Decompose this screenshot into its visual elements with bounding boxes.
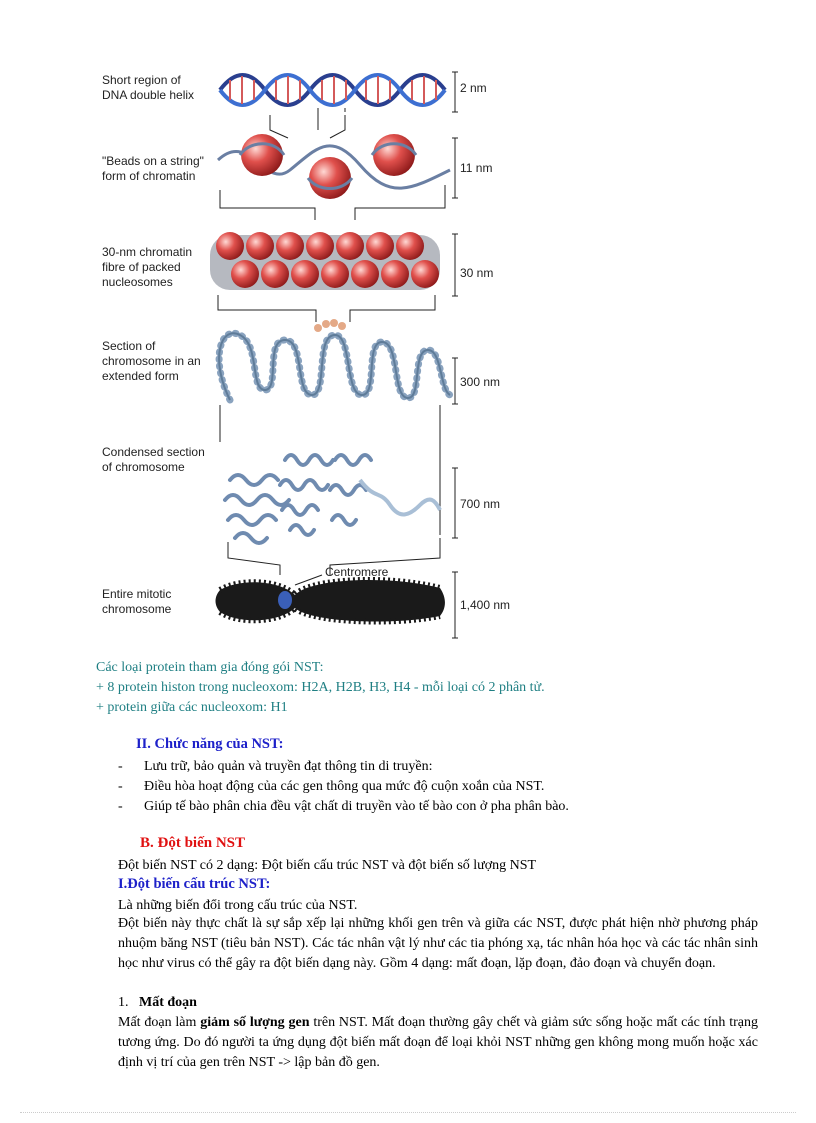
extended-chromosome-loops — [219, 319, 450, 400]
dim-11nm: 11 nm — [460, 161, 493, 175]
chromatin-diagram — [90, 60, 510, 645]
connector-3 — [218, 295, 435, 322]
structural-definition: Là những biến đổi trong cấu trúc của NST. — [118, 898, 358, 913]
deletion-paragraph — [118, 1013, 758, 1073]
chromatin-fibre-30nm — [210, 232, 440, 290]
dim-1400nm: 1,400 nm — [460, 598, 510, 612]
structural-paragraph: Đột biến này thực chất là sự sắp xếp lại những khối gen trên và giữa các NST, được phát hiện nhờ phương pháp nhuộm băng NST (tiêu bản NST). Các tác nhân vật lý như các tia phóng xạ, tác nhân hóa học và các tác nhân sinh học như virus có thể gây ra đột biến dạng này. Gồm 4 dạng: mất đoạn, lặp đoạn, đảo đoạn và chuyển đoạn. — [118, 916, 758, 971]
protein-histon-line: + 8 protein histon trong nucleoxom: H2A, H2B, H3, H4 - mỗi loại có 2 phân tử. — [96, 680, 545, 695]
bullet-text: Lưu trữ, bảo quản và truyền đạt thông tin di truyền: — [144, 759, 433, 774]
function-heading: II. Chức năng của NST: — [136, 736, 284, 752]
dim-700nm: 700 nm — [460, 497, 501, 511]
label-dna-double-helix: DNA double helix — [102, 88, 195, 102]
label-section-of: Section of — [102, 339, 156, 353]
label-form-of-chromatin: form of chromatin — [102, 169, 196, 183]
bullet-dash: - — [118, 779, 123, 794]
label-short-region: Short region of — [102, 73, 181, 87]
deletion-text-start: Mất đoạn làm — [118, 1015, 201, 1030]
label-beads-on-string: "Beads on a string" — [102, 154, 204, 168]
bullet-text: Điều hòa hoạt động của các gen thông qua mức độ cuộn xoắn của NST. — [144, 779, 545, 794]
page-bottom-rule — [20, 1112, 796, 1113]
mutation-intro: Đột biến NST có 2 dạng: Đột biến cấu trúc NST và đột biến số lượng NST — [118, 858, 537, 873]
dim-30nm: 30 nm — [460, 266, 494, 280]
dim-2nm: 2 nm — [460, 81, 487, 95]
protein-h1-line: + protein giữa các nucleoxom: H1 — [96, 700, 288, 715]
label-extended-form: extended form — [102, 369, 179, 383]
deletion-number: 1. — [118, 995, 129, 1010]
bullet-dash: - — [118, 799, 123, 814]
dimension-brackets — [452, 72, 458, 638]
bullet-text: Giúp tế bào phân chia đều vật chất di truyền vào tế bào con ở pha phân bào. — [144, 799, 569, 814]
label-of-chromosome: of chromosome — [102, 460, 185, 474]
centromere-label: Centromere — [325, 565, 389, 579]
mitotic-chromosome — [216, 575, 445, 622]
function-bullet — [118, 757, 433, 777]
mutation-heading: B. Đột biến NST — [140, 835, 246, 851]
chromatin-packing-figure — [90, 60, 510, 645]
structural-mutation-heading: I.Đột biến cấu trúc NST: — [118, 876, 271, 892]
deletion-text-rest: trên NST. Mất đoạn thường gây chết và giảm sức sống hoặc mất các tính trạng tương ứng. Do đó người ta ứng dụng đột biến mất đoạn để loại khỏi NST những gen không mong muốn hoặc xác định vị trí của gen trên NST -> lập bản đồ gen. — [118, 1015, 758, 1070]
label-condensed-section: Condensed section — [102, 445, 205, 459]
bullet-dash: - — [118, 759, 123, 774]
condensed-chromosome-section — [225, 455, 440, 543]
connector-1 — [270, 108, 345, 138]
dna-double-helix — [220, 75, 445, 105]
label-chromosome: chromosome — [102, 602, 172, 616]
beads-on-string — [218, 134, 450, 199]
label-chromosome-in-an: chromosome in an — [102, 354, 201, 368]
dim-300nm: 300 nm — [460, 375, 501, 389]
label-entire-mitotic: Entire mitotic — [102, 587, 172, 601]
function-bullet — [118, 777, 544, 797]
label-30nm-chromatin: 30-nm chromatin — [102, 245, 193, 259]
label-nucleosomes: nucleosomes — [102, 275, 173, 289]
deletion-title: Mất đoạn — [139, 995, 197, 1010]
function-bullet — [118, 797, 569, 817]
deletion-item-title — [118, 993, 197, 1013]
label-fibre-packed: fibre of packed — [102, 260, 181, 274]
deletion-bold-phrase: giảm số lượng gen — [200, 1015, 310, 1030]
protein-intro: Các loại protein tham gia đóng gói NST: — [96, 660, 324, 675]
